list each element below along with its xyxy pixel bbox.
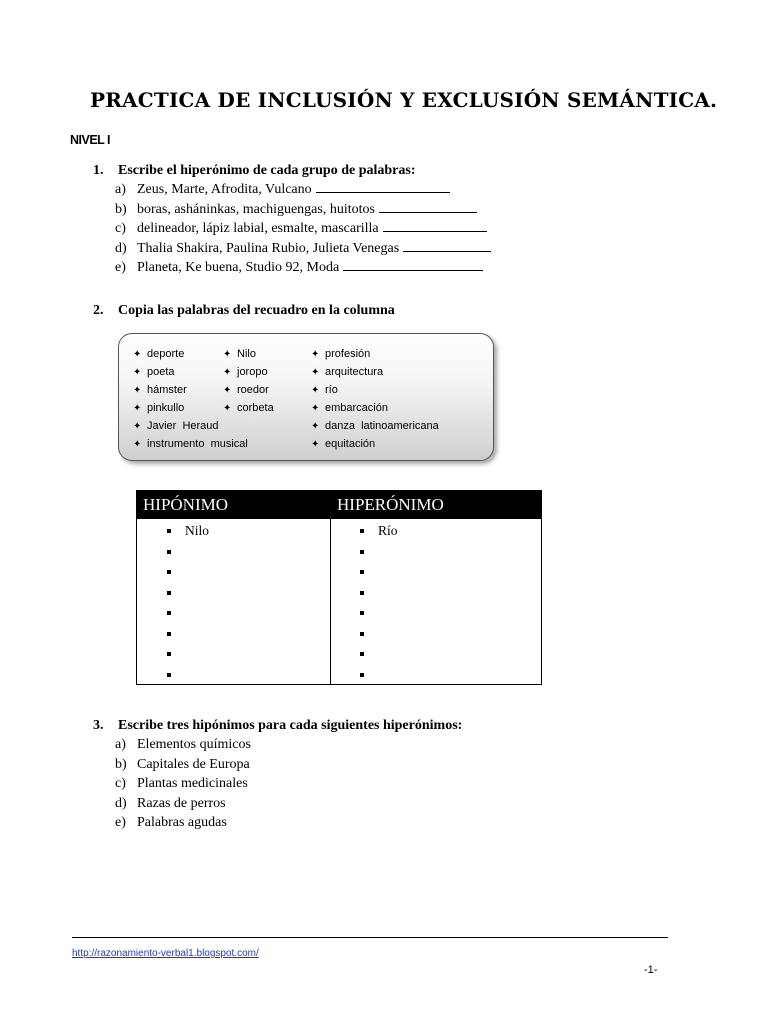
footer-divider: [72, 937, 668, 938]
square-bullet-icon: [167, 529, 171, 533]
square-bullet-icon: [167, 550, 171, 554]
table-row: Río: [360, 521, 398, 542]
table-row: [167, 542, 209, 563]
question-1: [93, 163, 491, 278]
square-bullet-icon: [360, 529, 364, 533]
table-row: [360, 603, 398, 624]
answer-blank: [383, 219, 487, 232]
item-letter: d): [115, 795, 127, 811]
word-item: ✦ joropo: [223, 366, 268, 378]
footer-link[interactable]: http://razonamiento-verbal1.blogspot.com/: [72, 948, 259, 959]
table-row: [167, 645, 209, 666]
list-item: [115, 200, 491, 220]
word-item: ✦ profesión: [311, 348, 371, 360]
star-bullet-icon: ✦: [311, 439, 320, 450]
list-item: [115, 258, 491, 278]
table-row: [167, 665, 209, 686]
table-row: [360, 542, 398, 563]
list-item: [115, 774, 462, 794]
square-bullet-icon: [360, 632, 364, 636]
word-item: ✦ hámster: [133, 384, 187, 396]
square-bullet-icon: [360, 591, 364, 595]
question-number: 2.: [93, 303, 104, 318]
question-number: 3.: [93, 718, 104, 733]
square-bullet-icon: [360, 611, 364, 615]
table-row: [360, 624, 398, 645]
hyponym-table: [136, 490, 542, 685]
table-divider: [330, 491, 331, 684]
question-1-heading: [93, 163, 491, 179]
item-letter: a): [115, 182, 126, 197]
word-item: ✦ deporte: [133, 348, 185, 360]
star-bullet-icon: ✦: [223, 367, 232, 378]
word-item: ✦ danza latinoamericana: [311, 420, 439, 432]
answer-blank: [316, 180, 450, 193]
word-item: ✦ corbeta: [223, 402, 274, 414]
list-item: [115, 735, 462, 755]
list-item: [115, 180, 491, 200]
item-text: Palabras agudas: [137, 815, 227, 830]
table-header-hyponym: HIPÓNIMO: [137, 491, 330, 519]
page-number: -1-: [644, 964, 658, 976]
item-letter: c): [115, 776, 126, 791]
hypernym-column: [360, 521, 398, 686]
item-text: Thalia Shakira, Paulina Rubio, Julieta Venegas: [137, 240, 400, 256]
item-letter: a): [115, 737, 126, 752]
square-bullet-icon: [167, 652, 171, 656]
table-row: [167, 624, 209, 645]
question-number: 1.: [93, 163, 104, 178]
table-row: [167, 603, 209, 624]
level-label: NIVEL I: [70, 133, 111, 147]
square-bullet-icon: [360, 570, 364, 574]
star-bullet-icon: ✦: [223, 349, 232, 360]
item-letter: b): [115, 201, 127, 217]
star-bullet-icon: ✦: [311, 385, 320, 396]
answer-blank: [379, 200, 477, 213]
document-title: PRACTICA DE INCLUSIÓN Y EXCLUSIÓN SEMÁNTICA.: [90, 88, 718, 112]
table-row: [360, 583, 398, 604]
question-text: Escribe el hiperónimo de cada grupo de palabras:: [118, 163, 416, 178]
star-bullet-icon: ✦: [311, 349, 320, 360]
square-bullet-icon: [167, 632, 171, 636]
item-letter: b): [115, 756, 127, 772]
list-item: [115, 813, 462, 833]
table-row: [360, 645, 398, 666]
square-bullet-icon: [167, 591, 171, 595]
item-text: Zeus, Marte, Afrodita, Vulcano: [137, 182, 312, 197]
item-text: Plantas medicinales: [137, 776, 248, 791]
question-1-items: [115, 180, 491, 278]
star-bullet-icon: ✦: [223, 385, 232, 396]
word-item: ✦ equitación: [311, 438, 376, 450]
item-text: Razas de perros: [137, 795, 226, 811]
star-bullet-icon: ✦: [311, 367, 320, 378]
table-row: Nilo: [167, 521, 209, 542]
item-text: Capitales de Europa: [137, 756, 250, 772]
star-bullet-icon: ✦: [133, 403, 142, 414]
question-2: [93, 303, 395, 319]
word-item: ✦ Nilo: [223, 348, 256, 360]
hyponym-column: [167, 521, 209, 686]
word-item: ✦ río: [311, 384, 338, 396]
table-row: [360, 562, 398, 583]
square-bullet-icon: [167, 673, 171, 677]
square-bullet-icon: [360, 652, 364, 656]
question-3: [93, 718, 462, 833]
word-item: ✦ roedor: [223, 384, 269, 396]
question-text: Copia las palabras del recuadro en la columna: [118, 303, 395, 318]
word-item: ✦ pinkullo: [133, 402, 185, 414]
table-row: [167, 562, 209, 583]
item-text: Planeta, Ke buena, Studio 92, Moda: [137, 260, 340, 275]
star-bullet-icon: ✦: [133, 349, 142, 360]
item-letter: d): [115, 240, 127, 256]
word-item: ✦ Javier Heraud: [133, 420, 219, 432]
square-bullet-icon: [360, 550, 364, 554]
list-item: [115, 794, 462, 814]
square-bullet-icon: [360, 673, 364, 677]
question-text: Escribe tres hipónimos para cada siguientes hiperónimos:: [118, 718, 463, 733]
answer-blank: [403, 239, 491, 252]
star-bullet-icon: ✦: [133, 421, 142, 432]
question-3-items: [115, 735, 462, 833]
star-bullet-icon: ✦: [311, 403, 320, 414]
square-bullet-icon: [167, 570, 171, 574]
item-letter: e): [115, 260, 126, 275]
star-bullet-icon: ✦: [133, 439, 142, 450]
item-letter: e): [115, 815, 126, 830]
item-text: boras, asháninkas, machiguengas, huitotos: [137, 201, 375, 217]
answer-blank: [343, 258, 483, 271]
item-text: Elementos químicos: [137, 737, 251, 752]
table-row: [167, 583, 209, 604]
star-bullet-icon: ✦: [311, 421, 320, 432]
question-2-heading: [93, 303, 395, 319]
table-header-hypernym: HIPERÓNIMO: [331, 491, 541, 519]
table-row: [360, 665, 398, 686]
star-bullet-icon: ✦: [133, 385, 142, 396]
square-bullet-icon: [167, 611, 171, 615]
word-item: ✦ arquitectura: [311, 366, 384, 378]
word-item: ✦ instrumento musical: [133, 438, 248, 450]
word-item: ✦ embarcación: [311, 402, 388, 414]
word-item: ✦ poeta: [133, 366, 175, 378]
question-3-heading: [93, 718, 462, 734]
list-item: [115, 755, 462, 775]
star-bullet-icon: ✦: [133, 367, 142, 378]
list-item: [115, 239, 491, 259]
list-item: [115, 219, 491, 239]
star-bullet-icon: ✦: [223, 403, 232, 414]
word-box: [118, 333, 494, 461]
item-text: delineador, lápiz labial, esmalte, mascarilla: [137, 221, 379, 236]
item-letter: c): [115, 221, 126, 236]
